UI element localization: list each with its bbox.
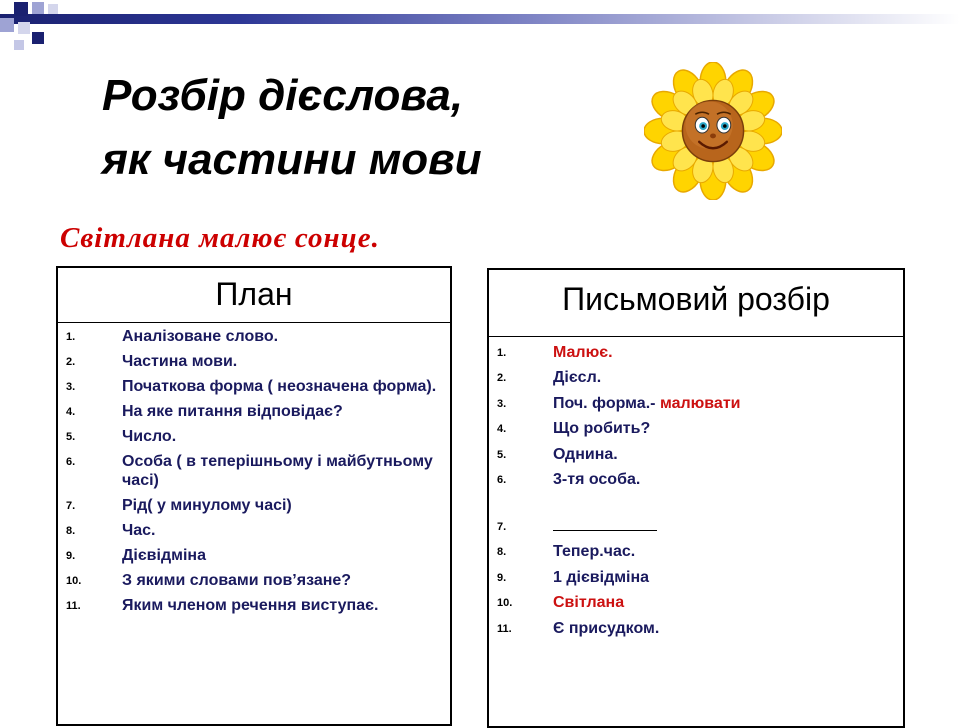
item-number: 10. — [497, 597, 513, 610]
item-number: 5. — [66, 431, 76, 443]
item-number: 3. — [66, 381, 76, 393]
item-number: 9. — [497, 571, 507, 584]
list-item — [58, 596, 450, 615]
item-text: Частина мови. — [122, 353, 238, 370]
decor-square — [14, 40, 24, 50]
item-text: Дієвідміна — [122, 547, 206, 564]
list-item — [58, 377, 450, 396]
list-item — [489, 517, 903, 536]
item-text-highlight: малювати — [659, 394, 741, 412]
list-item — [58, 521, 450, 540]
item-text: Аналізоване слово. — [122, 328, 279, 345]
item-number: 6. — [497, 473, 507, 486]
list-item — [58, 327, 450, 346]
item-number: 9. — [66, 550, 76, 562]
item-number: 6. — [66, 456, 76, 468]
list-item — [489, 419, 903, 438]
title-line-1: Розбір дієслова, — [102, 71, 464, 120]
example-sentence: Світлана малює сонце. — [60, 222, 380, 254]
list-item — [489, 368, 903, 387]
header-decor-bar — [0, 14, 960, 24]
item-number: 7. — [497, 520, 507, 533]
item-text: З якими словами пов’язане? — [122, 572, 352, 589]
decor-square — [32, 32, 44, 44]
decor-square — [48, 4, 58, 14]
item-number: 11. — [66, 600, 81, 612]
decor-square — [0, 18, 14, 32]
list-item — [58, 546, 450, 565]
item-text: 3-тя особа. — [553, 470, 641, 488]
item-number: 1. — [497, 347, 507, 359]
item-number: 4. — [497, 423, 507, 436]
list-item — [489, 394, 903, 413]
item-text: Число. — [122, 428, 177, 445]
item-text: Дієсл. — [553, 369, 602, 387]
item-number: 11. — [497, 622, 512, 635]
item-text-main: Поч. форма.- — [553, 394, 656, 412]
item-number: 2. — [497, 372, 507, 385]
list-item — [58, 571, 450, 590]
decor-square — [14, 2, 28, 16]
list-item — [489, 542, 903, 561]
list-item — [489, 470, 903, 489]
item-text: Тепер.час. — [553, 543, 636, 561]
decor-square — [32, 2, 44, 14]
list-item — [489, 445, 903, 464]
item-text: Рід( у минулому часі) — [122, 497, 292, 514]
plan-box — [56, 266, 452, 726]
item-number: 8. — [66, 525, 76, 537]
item-number: 5. — [497, 448, 507, 461]
list-item — [58, 352, 450, 371]
item-text: Що робить? — [553, 420, 651, 438]
item-text: Є присудком. — [553, 619, 660, 637]
item-number: 8. — [497, 546, 507, 559]
item-text: Час. — [122, 522, 156, 539]
item-text: Початкова форма ( неозначена форма). — [122, 378, 437, 395]
item-text: На яке питання відповідає? — [122, 403, 343, 420]
list-item — [489, 593, 903, 612]
list-item — [489, 568, 903, 587]
item-text — [553, 394, 903, 413]
plan-header: План — [58, 268, 450, 323]
blank-line — [553, 518, 657, 531]
item-number: 4. — [66, 406, 76, 418]
page-title — [102, 64, 482, 192]
item-text — [553, 517, 903, 536]
list-item — [58, 452, 450, 490]
item-text: Особа ( в теперішньому і майбутньому часі) — [122, 453, 433, 489]
item-number: 3. — [497, 397, 507, 410]
list-item — [58, 496, 450, 515]
item-text: Яким членом речення виступає. — [122, 597, 379, 614]
list-item — [489, 619, 903, 638]
smiling-sun-icon — [644, 62, 782, 200]
decor-square — [18, 22, 30, 34]
item-text: 1 дієвідміна — [553, 568, 650, 586]
plan-list — [58, 323, 450, 615]
analysis-list — [489, 337, 903, 638]
item-number: 2. — [66, 356, 76, 368]
item-number: 7. — [66, 500, 76, 512]
title-line-2: як частини мови — [102, 135, 482, 184]
analysis-box — [487, 268, 905, 728]
item-number: 10. — [66, 575, 82, 587]
list-item — [489, 343, 903, 362]
item-text: Малює. — [553, 344, 613, 361]
item-number: 1. — [66, 331, 76, 343]
item-text: Світлана — [553, 594, 625, 612]
list-item — [58, 402, 450, 421]
item-text: Однина. — [553, 445, 618, 463]
analysis-header: Письмовий розбір — [489, 270, 903, 337]
list-item — [58, 427, 450, 446]
